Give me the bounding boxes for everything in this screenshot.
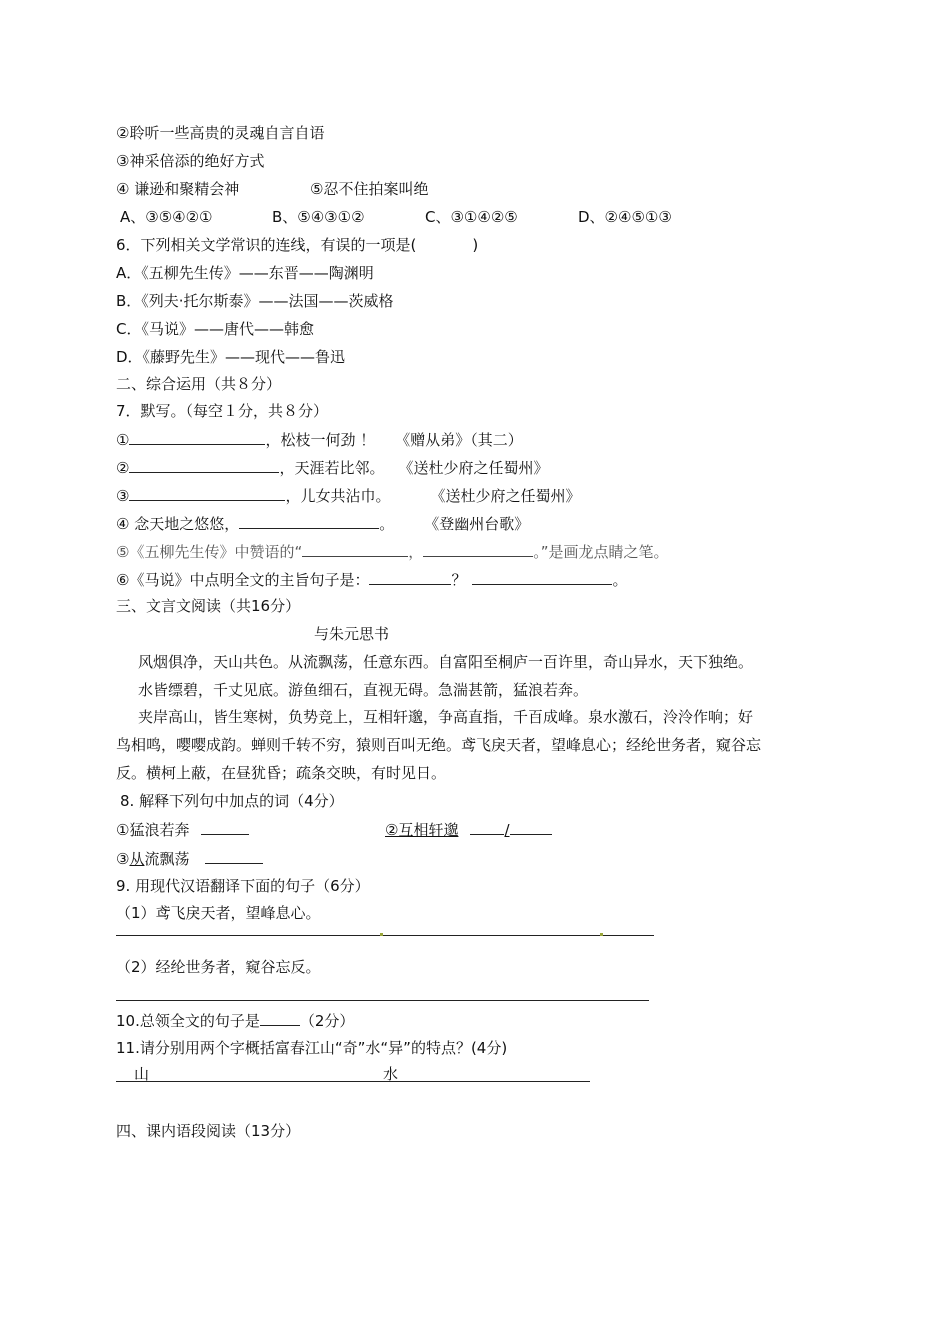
q10-stem bbox=[116, 1010, 354, 1031]
q9-answer-line-1[interactable] bbox=[116, 935, 654, 936]
q8-blank-3[interactable] bbox=[205, 848, 263, 864]
q7-line-6-b: ？ bbox=[451, 571, 467, 589]
q6-option-b: B．《列夫·托尔斯泰》——法国——茨威格 bbox=[116, 292, 394, 310]
q8-item-1-text: ①猛浪若奔 bbox=[116, 821, 190, 839]
q8-stem: 8. 解释下列句中加点的词（4分） bbox=[120, 792, 344, 810]
q7-line-5-a: ⑤《五柳先生传》中赞语的“ bbox=[116, 543, 303, 561]
passage-title: 与朱元思书 bbox=[314, 625, 390, 643]
q7-line-6 bbox=[116, 569, 627, 590]
q5-option-d: D、②④⑤①③ bbox=[578, 208, 672, 226]
q5-option-b: B、⑤④③①② bbox=[272, 208, 365, 226]
q7-blank-2[interactable] bbox=[129, 457, 279, 473]
q8-item-2 bbox=[385, 819, 552, 840]
passage-paragraph-3-line-1: 夹岸高山，皆生寒树，负势竞上，互相轩邈，争高直指，千百成峰。泉水激石，泠泠作响；好 bbox=[138, 708, 754, 726]
q7-line-5 bbox=[116, 541, 669, 562]
q6-stem bbox=[116, 235, 478, 255]
q9-sentence-2: （2）经纶世务者，窥谷忘反。 bbox=[116, 958, 321, 976]
q7-blank-6b[interactable] bbox=[472, 569, 612, 585]
q7-blank-4[interactable] bbox=[239, 513, 379, 529]
q8-item-1 bbox=[116, 819, 249, 840]
q8-item-2-text: ②互相轩邈 bbox=[385, 821, 459, 839]
q7-line-2-text: ，天涯若比邻。 bbox=[279, 459, 385, 477]
q5-option-c: C、③①④②⑤ bbox=[425, 208, 518, 226]
q5-item-3: ③神采倍添的绝好方式 bbox=[116, 152, 265, 170]
passage-paragraph-1: 风烟俱净，天山共色。从流飘荡，任意东西。自富阳至桐庐一百许里，奇山异水，天下独绝。 bbox=[138, 653, 754, 671]
q6-option-a: A．《五柳先生传》——东晋——陶渊明 bbox=[116, 264, 374, 282]
q7-line-1-source: 《赠从弟》（其二） bbox=[395, 431, 523, 449]
q10-blank[interactable] bbox=[260, 1010, 300, 1026]
q7-blank-1[interactable] bbox=[129, 429, 265, 445]
q6-option-d: D．《藤野先生》——现代——鲁迅 bbox=[116, 348, 346, 366]
section-4-title: 四、课内语段阅读（13分） bbox=[116, 1122, 301, 1140]
q6-stem-text: 6．下列相关文学常识的连线，有误的一项是( bbox=[116, 236, 417, 254]
q8-item-3-rest: 流飘荡 bbox=[144, 850, 190, 868]
q7-line-1-num: ① bbox=[116, 431, 130, 449]
q7-blank-3[interactable] bbox=[129, 485, 285, 501]
q5-item-2: ②聆听一些高贵的灵魂自言自语 bbox=[116, 124, 325, 142]
q8-item-3-num: ③ bbox=[116, 850, 130, 868]
q7-line-3-num: ③ bbox=[116, 487, 130, 505]
q8-blank-2b[interactable] bbox=[510, 819, 552, 835]
q9-sentence-1: （1）鸢飞戾天者，望峰息心。 bbox=[116, 904, 321, 922]
q7-line-2 bbox=[116, 457, 548, 478]
q7-line-5-c: 。”是画龙点睛之笔。 bbox=[533, 543, 669, 561]
q7-line-2-source: 《送杜少府之任蜀州》 bbox=[398, 459, 549, 477]
q6-stem-end: ) bbox=[472, 236, 479, 254]
q7-line-4 bbox=[116, 513, 529, 534]
q7-line-3 bbox=[116, 485, 580, 506]
section-2-title: 二、综合运用（共８分） bbox=[116, 375, 282, 393]
q7-blank-6a[interactable] bbox=[369, 569, 451, 585]
q7-line-4-source: 《登幽州台歌》 bbox=[424, 515, 530, 533]
q9-stem: 9. 用现代汉语翻译下面的句子（6分） bbox=[116, 877, 370, 895]
decorative-dot bbox=[380, 933, 383, 936]
q7-line-4-text: 。 bbox=[379, 515, 395, 533]
q8-blank-1[interactable] bbox=[201, 819, 249, 835]
q10-text: 10.总领全文的句子是 bbox=[116, 1012, 260, 1030]
q7-line-3-source: 《送杜少府之任蜀州》 bbox=[430, 487, 581, 505]
q7-line-2-num: ② bbox=[116, 459, 130, 477]
q8-blank-2a[interactable] bbox=[470, 819, 504, 835]
q7-blank-5a[interactable] bbox=[302, 541, 408, 557]
q6-option-c: C．《马说》——唐代——韩愈 bbox=[116, 320, 314, 338]
section-3-title: 三、文言文阅读（共16分） bbox=[116, 597, 301, 615]
q7-line-1 bbox=[116, 429, 523, 450]
q5-item-4: ④ 谦逊和聚精会神 bbox=[116, 180, 240, 198]
passage-paragraph-3-line-2: 鸟相鸣，嘤嘤成韵。蝉则千转不穷，猿则百叫无绝。鸢飞戾天者，望峰息心；经纶世务者，窥谷忘 bbox=[116, 736, 762, 754]
q11-shui-label: 水 bbox=[383, 1065, 399, 1083]
q8-item-3-word: 从 bbox=[129, 850, 145, 868]
passage-paragraph-3-line-3: 反。横柯上蔽，在昼犹昏；疏条交映，有时见日。 bbox=[116, 764, 447, 782]
q7-line-1-text: ，松枝一何劲 ！ bbox=[265, 431, 376, 449]
q7-line-3-text: ，儿女共沾巾。 bbox=[285, 487, 391, 505]
q5-item-5: ⑤忍不住拍案叫绝 bbox=[310, 180, 429, 198]
q5-option-a: A、③⑤④②① bbox=[120, 208, 213, 226]
q11-shan-label: 山 bbox=[134, 1065, 150, 1083]
q7-stem: 7．默写。（每空１分，共８分） bbox=[116, 402, 329, 420]
q9-answer-line-2[interactable] bbox=[116, 1000, 649, 1001]
q7-blank-5b[interactable] bbox=[423, 541, 533, 557]
q7-line-5-b: ， bbox=[408, 543, 424, 561]
q11-answer-line[interactable] bbox=[116, 1081, 590, 1082]
q7-line-4-num: ④ 念天地之悠悠， bbox=[116, 515, 240, 533]
q10-end: （2分） bbox=[299, 1012, 355, 1030]
decorative-dot bbox=[600, 933, 603, 936]
q8-item-3 bbox=[116, 848, 263, 869]
passage-paragraph-2: 水皆缥碧，千丈见底。游鱼细石，直视无碍。急湍甚箭，猛浪若奔。 bbox=[138, 681, 589, 699]
q7-line-6-a: ⑥《马说》中点明全文的主旨句子是： bbox=[116, 571, 370, 589]
q8-slash: / bbox=[504, 821, 510, 839]
q7-line-6-c: 。 bbox=[612, 571, 628, 589]
q11-stem: 11.请分别用两个字概括富春江山“奇”水“异”的特点？(4分) bbox=[116, 1039, 508, 1057]
